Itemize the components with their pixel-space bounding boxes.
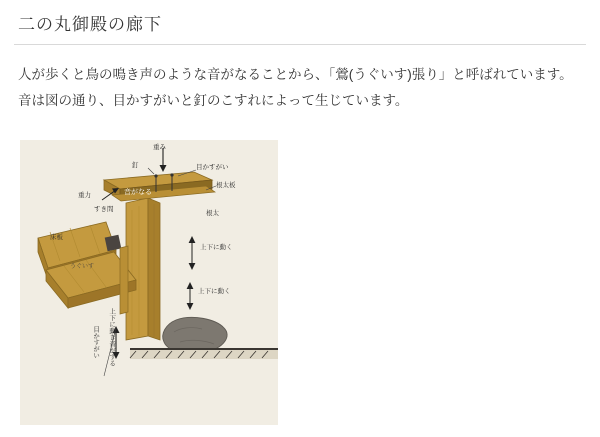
body-text (18, 62, 584, 114)
label-joist: 根太 (206, 210, 219, 217)
page-title: 二の丸御殿の廊下 (18, 15, 162, 34)
label-gap: すき間 (94, 206, 114, 213)
label-stone-move: 上下に動く (198, 288, 231, 295)
label-metal-plate: 目かすがい (196, 164, 229, 171)
label-board-mark: うぐいす (70, 264, 95, 270)
paragraph-2: 音は図の通り、目かすがいと釘のこすれによって生じています。 (18, 93, 409, 108)
label-floor-board: 床板 (50, 234, 63, 241)
label-top-weight: 重み (153, 144, 166, 151)
figure-uguisubari (20, 140, 278, 425)
label-tatami-board: 根太板 (216, 182, 236, 189)
paragraph-1: 人が歩くと鳥の鳴き声のような音がなることから、「鶯(うぐいす)張り」と呼ばれています。 (18, 67, 573, 82)
label-up-down-move-right: 上下に動く (200, 244, 233, 251)
title-divider (14, 44, 586, 45)
label-bottom-note: 上下に動き音がする (108, 308, 116, 367)
label-gravity: 重力 (78, 192, 91, 199)
label-sound: 音がなる (124, 189, 152, 196)
label-bottom-metal-plate: 目かすがい (92, 326, 100, 359)
label-nail: 釘 (132, 162, 139, 169)
diagram-svg (20, 140, 278, 425)
